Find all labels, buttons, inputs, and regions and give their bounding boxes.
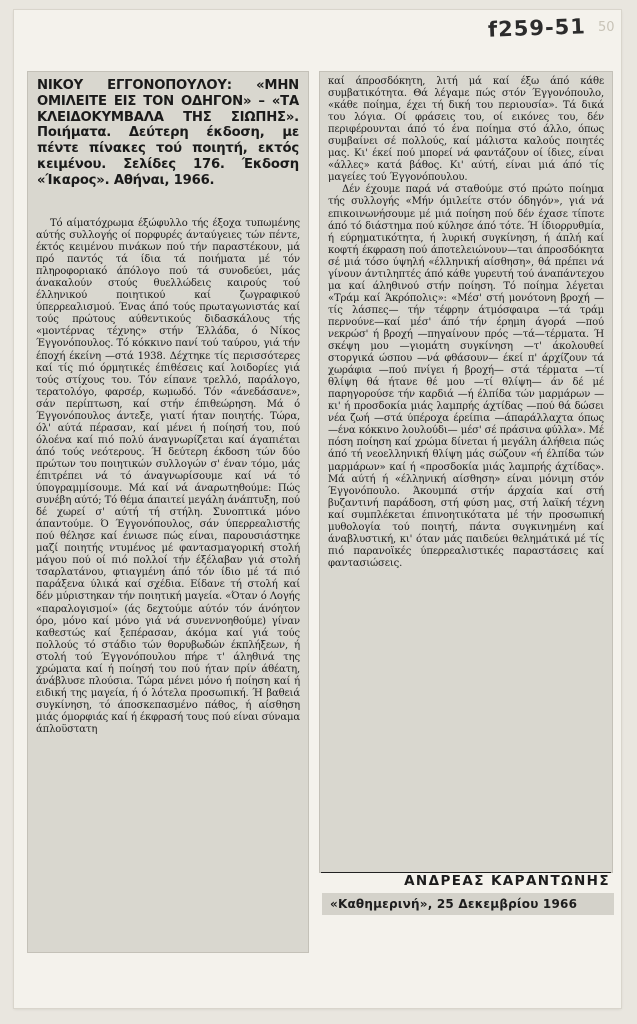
newspaper-source-date: «Καθημερινή», 25 Δεκεμβρίου 1966 [322, 893, 614, 915]
author-signature: ΑΝΔΡΕΑΣ ΚΑΡΑΝΤΩΝΗΣ [404, 873, 610, 889]
review-body-right [328, 76, 604, 570]
clipping-right-column [320, 72, 612, 872]
review-paragraph-continued: καί άπροσδόκητη, λιτή μά καί έξω άπό κάθε συμβατικότητα. Θά λέγαμε πώς στόν Έγγονόπουλο, «κάθε ποίημα, έχει τή δική του περιουσία». Τά δικά του λόγια. Οί φράσεις του, οί εικόνες του, δέν περιφέρουνται άπό τό ένα ποίημα στό άλλο, όπως συμβαίνει σέ πολλούς, καί μάλιστα καλούς ποιητές μας. Κι' έκεί πού μπορεί νά φαντάζουν οί ίδιες, είναι «άλλες» κατά βάθος. Κι' αύτή, είναι μιά άπό τίς μαγείες τού Έγγονόπουλου. [328, 76, 604, 184]
archive-reference-faint: 50 [598, 20, 615, 35]
review-body-left: Τό αίματόχρωμα έξώφυλλο τής έξοχα τυπωμένης αύτής συλλογής οί πορφυρές άνταύγειες τών πέντε, έκτός κειμένου πινάκων πού τήν παραστέκουν, μά πρό παντός τά ίδια τά ποιήματα μέ τόν πληροφοριακό άπόλογο πού τά συνοδεύει, μάς άνακαλούν στούς θυελλώδεις καιρούς τού έλληνικού ποιητικού καί ζωγραφικού ύπερρεαλισμού. Ένας άπό τούς πρωταγωνιστάς καί τούς πρώτους αύθεντικούς διδασκάλους τής «μοντέρνας τέχνης» στήν Έλλάδα, ό Νίκος Έγγονόπουλος. Τό κόκκινο πανί τού ταύρου, γιά τήν έποχή έκείνη —στά 1938. Δέχτηκε τίς περισσότερες καί τίς πιό όρμητικές έπιθέσεις καί λοιδορίες γιά τούς στίχους του. Τόν είπανε τρελλό, παράλογο, τερατολόγο, φαρσέρ, κωμωδό. Τόν «άνεδάσανε», σάν περίπτωση, καί στήν έπιθεώρηση. Μά ό Έγγονόπουλος άντεξε, γιατί ήταν ποιητής. Τώρα, όλ' αύτά πέρασαν, καί μένει ή ποίησή του, πού όλοένα καί πιό πολύ άναγνωρίζεται καί άγαπιέται άπό τούς νεότερους. Ή δεύτερη έκδοση τών δύο πρώτων του ποιητικών συλλογών σ' έναν τόμο, μάς έπιτρέπει νά τό άναγνωρίσουμε καί νά τό ύπογραμμίσουμε. Μά καί νά άναρωτηθούμε: Πώς συνέβη αύτό; Τό θέμα άπαιτεί μεγάλη άνάπτυξη, πού δέ χωρεί σ' αύτή τή στήλη. Συνοπτικά μόνο άπαντούμε. Ό Έγγονόπουλος, σάν ύπερρεαλιστής πού θέλησε καί ένιωσε πώς είναι, παρουσιάστηκε μαζί ποιητής ντυμένος μέ φαντασμαγορική στολή μάγου πού οί πιό πολλοί τήν έξέλαβαν γιά στολή τσαρλατάνου, φτιαγμένη άπό τόν ίδιο μέ τά πιό παράξενα ύλικά καί σχέδια. Είδανε τή στολή καί δέν μύριστηκαν τήν ποιητική μαγεία. «Όταν ό Λογής «παραλογισμοί» (άς δεχτούμε αύτόν τόν άνόητον όρο, μόνο καί μόνο γιά νά συνεννοηθούμε) γίναν καθεστώς καί ξεπέρασαν, άκόμα καί γιά τούς πολλούς τό στάδιο τών θορυβωδών έκπλήξεων, ή στολή τού Έγγονόπουλου πήρε τ' άληθινά της χρώματα καί ή ποίησή του πού ήταν πρίν άθέατη, άνάβλυσε πλούσια. Τώρα μένει μόνο ή ποίηση καί ή ειδική της μαγεία, ή ό λότελα προσωπική. Ή βαθειά συγκίνηση, τό άποσκεπασμένο πάθος, ή αίσθηση μιάς όμορφιάς καί ή έκφρασή τους πού είναι σύναμα άπλοϋστατη [36, 218, 300, 735]
review-paragraph-poem: Δέν έχουμε παρά νά σταθούμε στό πρώτο ποίημα τής συλλογής «Μήν όμιλείτε στόν όδηγόν», γιά νά επικοινωνήσουμε μέ μιά ποίηση πού δέν έχασε τίποτε άπό τό διάστημα πού κύλησε άπό τότε. Ή ίδιορρυθμία, ή εύρηματικότητα, ή λυρική συγκίνηση, ή άπλή καί κοφτή έκφραση πού άποτελειώνουν—ται άπροσδόκητα σέ μιά τόσο ύψηλή «έλληνική αίσθηση», θά πρέπει νά γίνουν άντιληπτές άπό κάθε γυρευτή τού άναπάντεχου μα καί άληθινού στήν ποίηση. Τό ποίημα λέγεται «Τράμ καί Άκρόπολις»: «Μέσ' στή μονότονη βροχή —τίς λάσπες— τήν τέφρην άτμόσφαιρα —τά τράμ περνούνε—καί μέσ' άπό τήν έρημη άγορά —πού νεκρώσ' ή βροχή —πηγαίνουν πρός —τά—τέρματα. Ή σκέψη μου —γιομάτη συγκίνηση —τ' άκολουθεί στοργικά ώσπου —νά φθάσουν— έκεί π' άρχίζουν τά χωράφια —πού πνίγει ή βροχή— στά τέρματα —τί θλίψη θά ήτανε θέ μου —τί θλίψη— άν δέ μέ παρηγορούσε τήν καρδιά —ή έλπίδα τών μαρμάρων —κι' ή προσδοκία μιάς λαμπρής άχτίδας —πού θά δώσει νέα ζωή —στά ύπέροχα έρείπια —άπαράλλαχτα όπως —ένα κόκκινο λουλούδι— μέσ' σέ πράσινα φύλλα». Μέ πόση ποίηση καί χρώμα δίνεται ή μεγάλη άλήθεια πώς άπό τή νεοελληνική θλίψη μάς σώζουν «ή έλπίδα τών μαρμάρων» καί ή «προσδοκία μιάς λαμπρής άχτίδας». Μά αύτή ή «έλληνική αίσθηση» είναι μόνιμη στόν Έγγονόπουλο. Άκουμπά στήν άρχαία καί στή βυζαντινή παράδοση, στή φύση μας, στή λαϊκή τέχνη καί συμπλέκεται έπινοητικότατα μέ τήν προσωπική μυθολογία τού ποιητή, πάντα συγκινημένη καί άναβλυστική, κι' όταν μάς παιδεύει θελημάτικά μέ τίς πιό παρανοϊκές ύπερρεαλιστικές παραστάσεις καί φαντασιώσεις. [328, 184, 604, 569]
archive-reference-number: f259-51 [487, 14, 587, 42]
clipping-left-column [28, 72, 308, 952]
book-review-header: ΝΙΚΟΥ ΕΓΓΟΝΟΠΟΥΛΟΥ: «ΜΗΝ ΟΜΙΛΕΙΤΕ ΕΙΣ ΤΟΝ ΟΔΗΓΟΝ» – «ΤΑ ΚΛΕΙΔΟΚΥΜΒΑΛΑ ΤΗΣ ΣΙΩΠΗΣ». Ποιήματα. Δεύτερη έκδοση, με πέντε πίνακες τού ποιητή, εκτός κειμένου. Σελίδες 176. Έκδοση «Ίκαρος». Αθήναι, 1966. [37, 78, 299, 188]
